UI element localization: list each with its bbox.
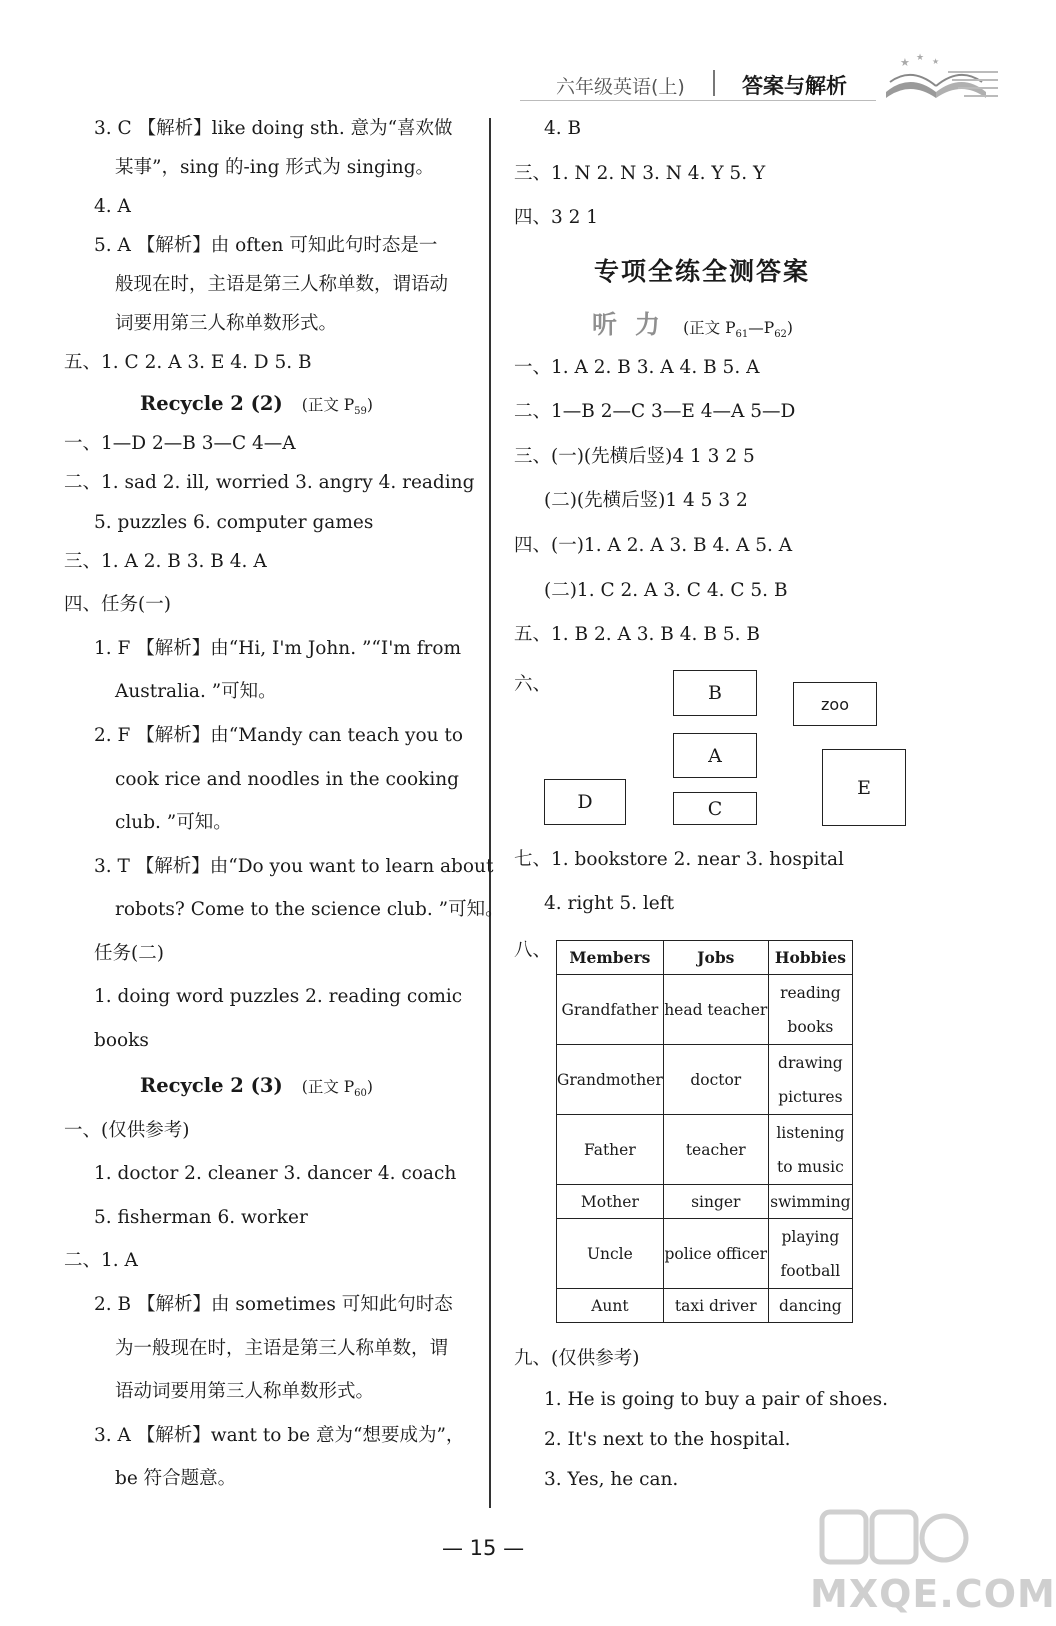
right-line-18: 3. Yes, he can.: [544, 1469, 679, 1490]
left-line-13: 1. F 【解析】由“Hi, I'm John. ”“I'm from: [94, 638, 462, 659]
column-header-hobbies: Hobbies: [768, 941, 852, 975]
section-title: Recycle 2 (2): [140, 392, 283, 415]
right-line-7: (二)(先横后竖)1 4 5 3 2: [544, 490, 748, 511]
left-line-17: club. ”可知。: [115, 812, 232, 833]
table-row: [557, 1219, 853, 1289]
right-line-1: 4. B: [544, 118, 582, 139]
right-line-9: (二)1. C 2. A 3. C 4. C 5. B: [544, 580, 788, 601]
left-line-16: cook rice and noodles in the cooking: [115, 769, 460, 790]
left-line-3: 4. A: [94, 196, 131, 217]
left-line-14: Australia. ”可知。: [115, 681, 277, 702]
left-line-21: 1. doing word puzzles 2. reading comic: [94, 986, 463, 1007]
page-number: — 15 —: [442, 1536, 525, 1560]
table-row: [557, 1115, 853, 1185]
member-cell: Aunt: [557, 1289, 664, 1323]
map-box-a: A: [673, 733, 757, 778]
left-line-19: robots? Come to the science club. ”可知。: [115, 899, 504, 920]
header-underline: [520, 100, 876, 101]
job-cell: singer: [663, 1185, 768, 1219]
special-section-title: 专项全练全测答案: [594, 257, 811, 286]
left-line-2: 某事”，sing 的-ing 形式为 singing。: [115, 157, 435, 178]
left-line-31: be 符合题意。: [115, 1468, 237, 1489]
left-line-11: 三、1. A 2. B 3. B 4. A: [64, 551, 267, 572]
member-cell: Uncle: [557, 1219, 664, 1289]
left-line-29: 语动词要用第三人称单数形式。: [115, 1381, 375, 1402]
table-row: [557, 1185, 853, 1219]
map-box-d: D: [544, 779, 626, 825]
job-cell: police officer: [663, 1219, 768, 1289]
hobby-cell: playing football: [768, 1219, 852, 1289]
job-cell: teacher: [663, 1115, 768, 1185]
table-row: [557, 1289, 853, 1323]
job-cell: taxi driver: [663, 1289, 768, 1323]
right-line-16: 1. He is going to buy a pair of shoes.: [544, 1389, 889, 1410]
right-line-5: 二、1—B 2—C 3—E 4—A 5—D: [514, 401, 796, 422]
right-line-13: 4. right 5. left: [544, 893, 675, 914]
left-line-28: 为一般现在时，主语是第三人称单数，谓: [115, 1338, 449, 1359]
left-line-25: 5. fisherman 6. worker: [94, 1207, 308, 1228]
header-divider: [713, 70, 715, 96]
hobby-cell: swimming: [768, 1185, 852, 1219]
job-cell: head teacher: [663, 975, 768, 1045]
hobby-cell: drawing pictures: [768, 1045, 852, 1115]
job-cell: doctor: [663, 1045, 768, 1115]
column-header-members: Members: [557, 941, 664, 975]
right-line-11: 六、: [514, 674, 552, 695]
section-page-ref: (正文 $P_{59}$): [301, 396, 373, 418]
left-line-1: 3. C 【解析】like doing sth. 意为“喜欢做: [94, 118, 453, 139]
column-header-jobs: Jobs: [663, 941, 768, 975]
member-cell: Grandmother: [557, 1045, 664, 1115]
listening-heading: [592, 305, 793, 341]
left-line-20: 任务(二): [94, 943, 164, 964]
right-line-6: 三、(一)(先横后竖)4 1 3 2 5: [514, 446, 755, 467]
watermark-text: MXQE.COM: [810, 1572, 1056, 1616]
left-line-24: 1. doctor 2. cleaner 3. dancer 4. coach: [94, 1163, 457, 1184]
left-line-12: 四、任务(一): [64, 594, 171, 615]
family-hobbies-table: [556, 940, 853, 1323]
right-line-2: 三、1. N 2. N 3. N 4. Y 5. Y: [514, 163, 766, 184]
svg-text:★: ★: [916, 53, 925, 63]
left-line-6: 词要用第三人称单数形式。: [115, 313, 338, 334]
left-line-23: 一、(仅供参考): [64, 1120, 190, 1141]
map-box-e: E: [822, 749, 906, 826]
open-book-icon: [880, 52, 1000, 108]
left-line-4: 5. A 【解析】由 often 可知此句时态是一: [94, 235, 438, 256]
svg-text:★: ★: [900, 56, 910, 69]
right-line-10: 五、1. B 2. A 3. B 4. B 5. B: [514, 624, 760, 645]
left-line-8: 一、1—D 2—B 3—C 4—A: [64, 433, 296, 454]
left-line-22: books: [94, 1030, 149, 1051]
hobby-cell: reading books: [768, 975, 852, 1045]
column-divider: [489, 118, 491, 1508]
member-cell: Mother: [557, 1185, 664, 1219]
hobby-cell: dancing: [768, 1289, 852, 1323]
table-row: [557, 975, 853, 1045]
right-line-14: 八、: [514, 940, 552, 961]
right-line-12: 七、1. bookstore 2. near 3. hospital: [514, 849, 844, 870]
map-box-b: B: [673, 670, 757, 716]
table-header-row: [557, 941, 853, 975]
right-line-3: 四、3 2 1: [514, 207, 599, 228]
left-line-30: 3. A 【解析】want to be 意为“想要成为”，: [94, 1425, 465, 1446]
right-line-17: 2. It's next to the hospital.: [544, 1429, 791, 1450]
left-line-5: 般现在时，主语是第三人称单数，谓语动: [115, 274, 449, 295]
left-line-26: 二、1. A: [64, 1250, 138, 1271]
map-box-zoo: zoo: [793, 682, 877, 726]
map-box-c: C: [673, 792, 757, 825]
left-line-18: 3. T 【解析】由“Do you want to learn about: [94, 856, 494, 877]
header-subtitle: 六年级英语(上): [556, 76, 685, 98]
left-line-10: 5. puzzles 6. computer games: [94, 512, 374, 533]
header-title: 答案与解析: [742, 74, 847, 98]
section-page-ref: (正文 $P_{60}$): [301, 1078, 373, 1100]
left-line-9: 二、1. sad 2. ill, worried 3. angry 4. reading: [64, 472, 475, 493]
member-cell: Grandfather: [557, 975, 664, 1045]
right-line-8: 四、(一)1. A 2. A 3. B 4. A 5. A: [514, 535, 793, 556]
left-line-27: 2. B 【解析】由 sometimes 可知此句时态: [94, 1294, 453, 1315]
svg-text:★: ★: [932, 57, 940, 66]
watermark-logo-icon: [820, 1508, 970, 1574]
table-row: [557, 1045, 853, 1115]
section-title: Recycle 2 (3): [140, 1074, 283, 1097]
section-heading-recycle-2-2: [140, 392, 373, 417]
member-cell: Father: [557, 1115, 664, 1185]
right-line-4: 一、1. A 2. B 3. A 4. B 5. A: [514, 357, 760, 378]
listening-page-ref: (正文 $P_{61}—P_{62}$): [683, 319, 793, 341]
listening-title: 听力: [592, 310, 679, 339]
left-line-15: 2. F 【解析】由“Mandy can teach you to: [94, 725, 463, 746]
right-line-15: 九、(仅供参考): [514, 1348, 640, 1369]
section-heading-recycle-2-3: [140, 1074, 373, 1099]
left-line-7: 五、1. C 2. A 3. E 4. D 5. B: [64, 352, 312, 373]
hobby-cell: listening to music: [768, 1115, 852, 1185]
